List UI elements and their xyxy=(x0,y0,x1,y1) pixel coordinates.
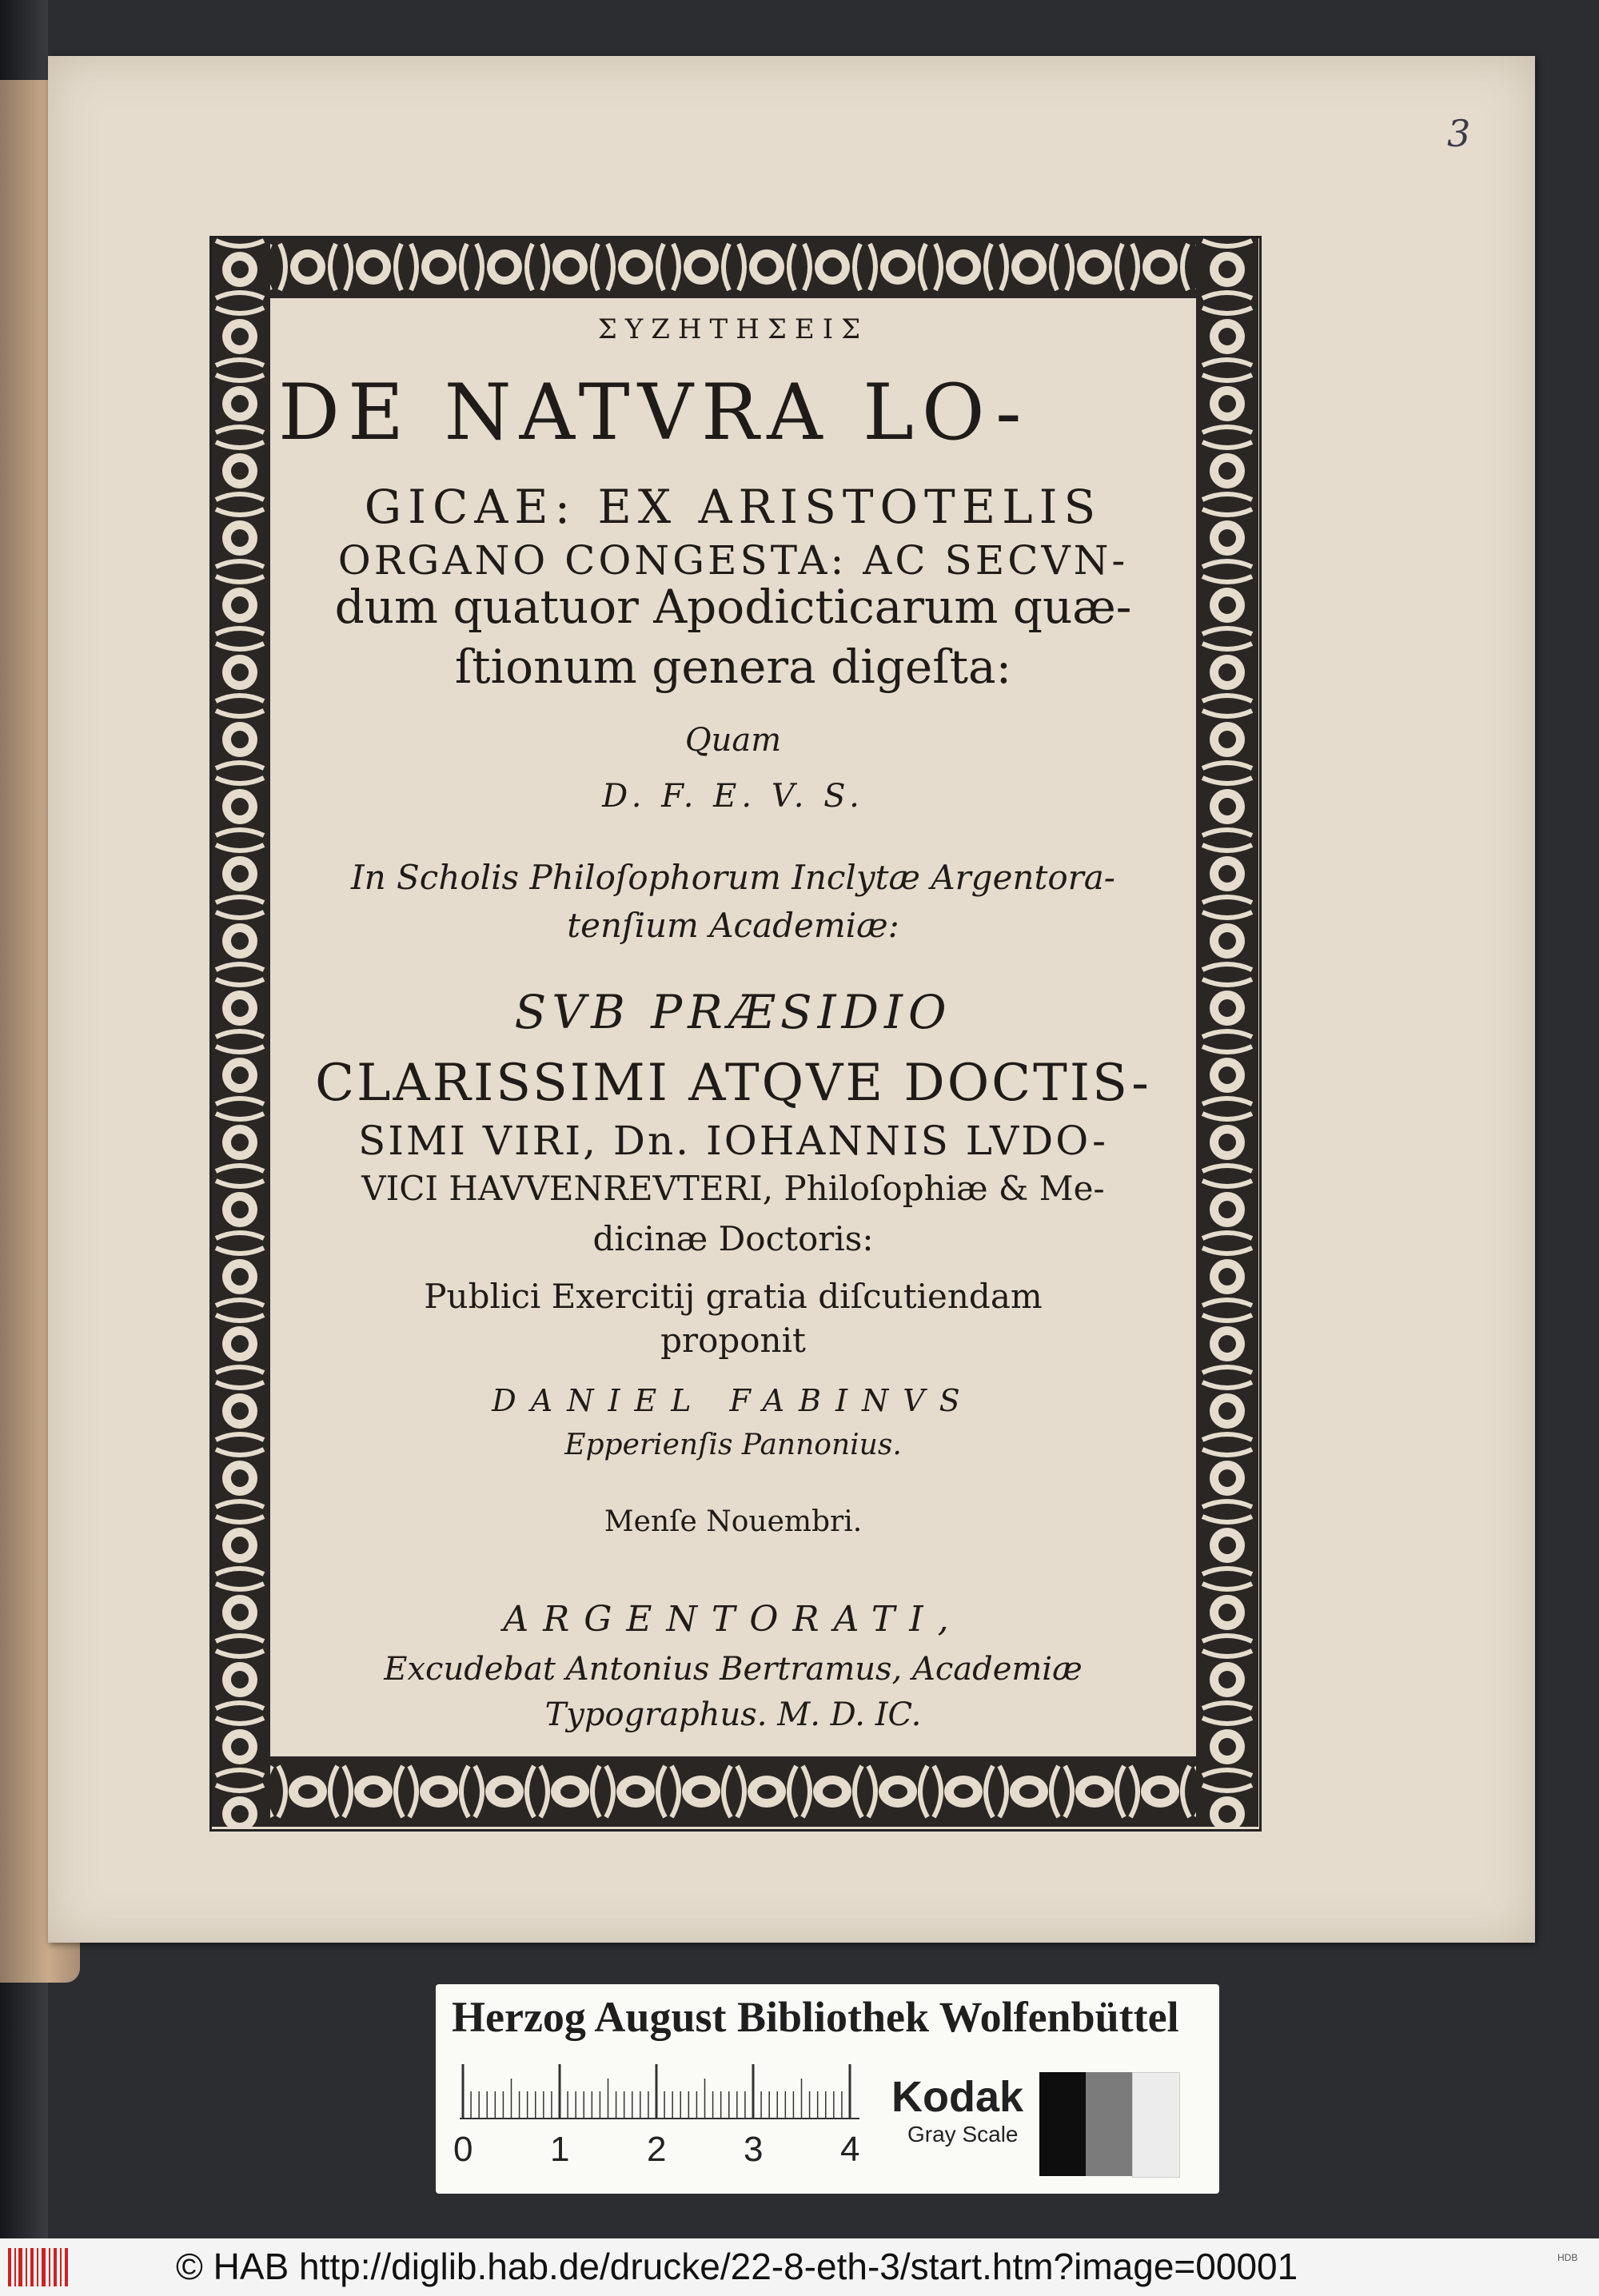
text-line: proponit xyxy=(660,1321,806,1360)
corner-mark: HDB xyxy=(1557,2252,1578,2263)
color-calibration-card xyxy=(436,1984,1219,2194)
gray-scale-label: Gray Scale xyxy=(907,2122,1019,2147)
barcode-icon xyxy=(6,2245,70,2290)
respondent-name: DANIEL FABINVS xyxy=(492,1383,975,1418)
library-name: Herzog August Bibliothek Wolfenbüttel xyxy=(452,1993,1179,2041)
ruler-label: 2 xyxy=(647,2130,667,2169)
swatch-black xyxy=(1039,2072,1086,2176)
kodak-brand: Kodak xyxy=(891,2073,1024,2121)
text-line: CLARISSIMI ATQVE DOCTIS- xyxy=(315,1054,1151,1113)
title-line: dum quatuor Apodicticarum quæ- xyxy=(334,580,1132,634)
ruler-label: 4 xyxy=(840,2130,860,2169)
ruler-scale xyxy=(460,2064,859,2120)
title-line: ſtionum genera digeſta: xyxy=(454,640,1012,694)
title-line-main: DE NATVRA LO- xyxy=(278,368,1030,457)
date-line: Menſe Nouembri. xyxy=(604,1505,863,1538)
text-line: tenſium Academiæ: xyxy=(567,906,899,945)
text-line: Publici Exercitij gratia diſcutiendam xyxy=(424,1277,1043,1316)
title-line: GICAE: EX ARISTOTELIS xyxy=(364,480,1103,534)
initials-line: D. F. E. V. S. xyxy=(602,778,864,815)
respondent-origin: Epperienſis Pannonius. xyxy=(564,1429,902,1461)
text-line: In Scholis Philoſophorum Inclytæ Argentora- xyxy=(351,858,1115,897)
imprint-printer: Excudebat Antonius Bertramus, Academiæ xyxy=(384,1651,1083,1688)
text-line: SIMI VIRI, Dn. IOHANNIS LVDO- xyxy=(357,1118,1108,1164)
ruler-label: 1 xyxy=(550,2130,570,2169)
text-line: VICI HAVVENREVTERI, Philoſophiæ & Me- xyxy=(361,1169,1105,1208)
copyright-url[interactable]: © HAB http://diglib.hab.de/drucke/22-8-eth-3/start.htm?image=00001 xyxy=(176,2246,1298,2287)
title-line: ORGANO CONGESTA: AC SECVN- xyxy=(337,537,1129,584)
text-line: Quam xyxy=(684,722,782,759)
folio-number: 3 xyxy=(1447,112,1471,155)
footer-bar xyxy=(0,2238,1599,2296)
ruler-label: 0 xyxy=(453,2130,473,2169)
ruler-label: 3 xyxy=(744,2130,764,2169)
imprint-year: Typographus. M. D. IC. xyxy=(544,1696,922,1733)
swatch-gray xyxy=(1086,2072,1132,2176)
greek-heading: ΣΥΖΗΤΗΣΕΙΣ xyxy=(597,313,869,345)
swatch-white xyxy=(1132,2072,1180,2178)
praesidium-heading: SVB PRÆSIDIO xyxy=(514,985,952,1039)
text-line: dicinæ Doctoris: xyxy=(592,1219,874,1258)
imprint-place: ARGENTORATI, xyxy=(503,1599,963,1640)
